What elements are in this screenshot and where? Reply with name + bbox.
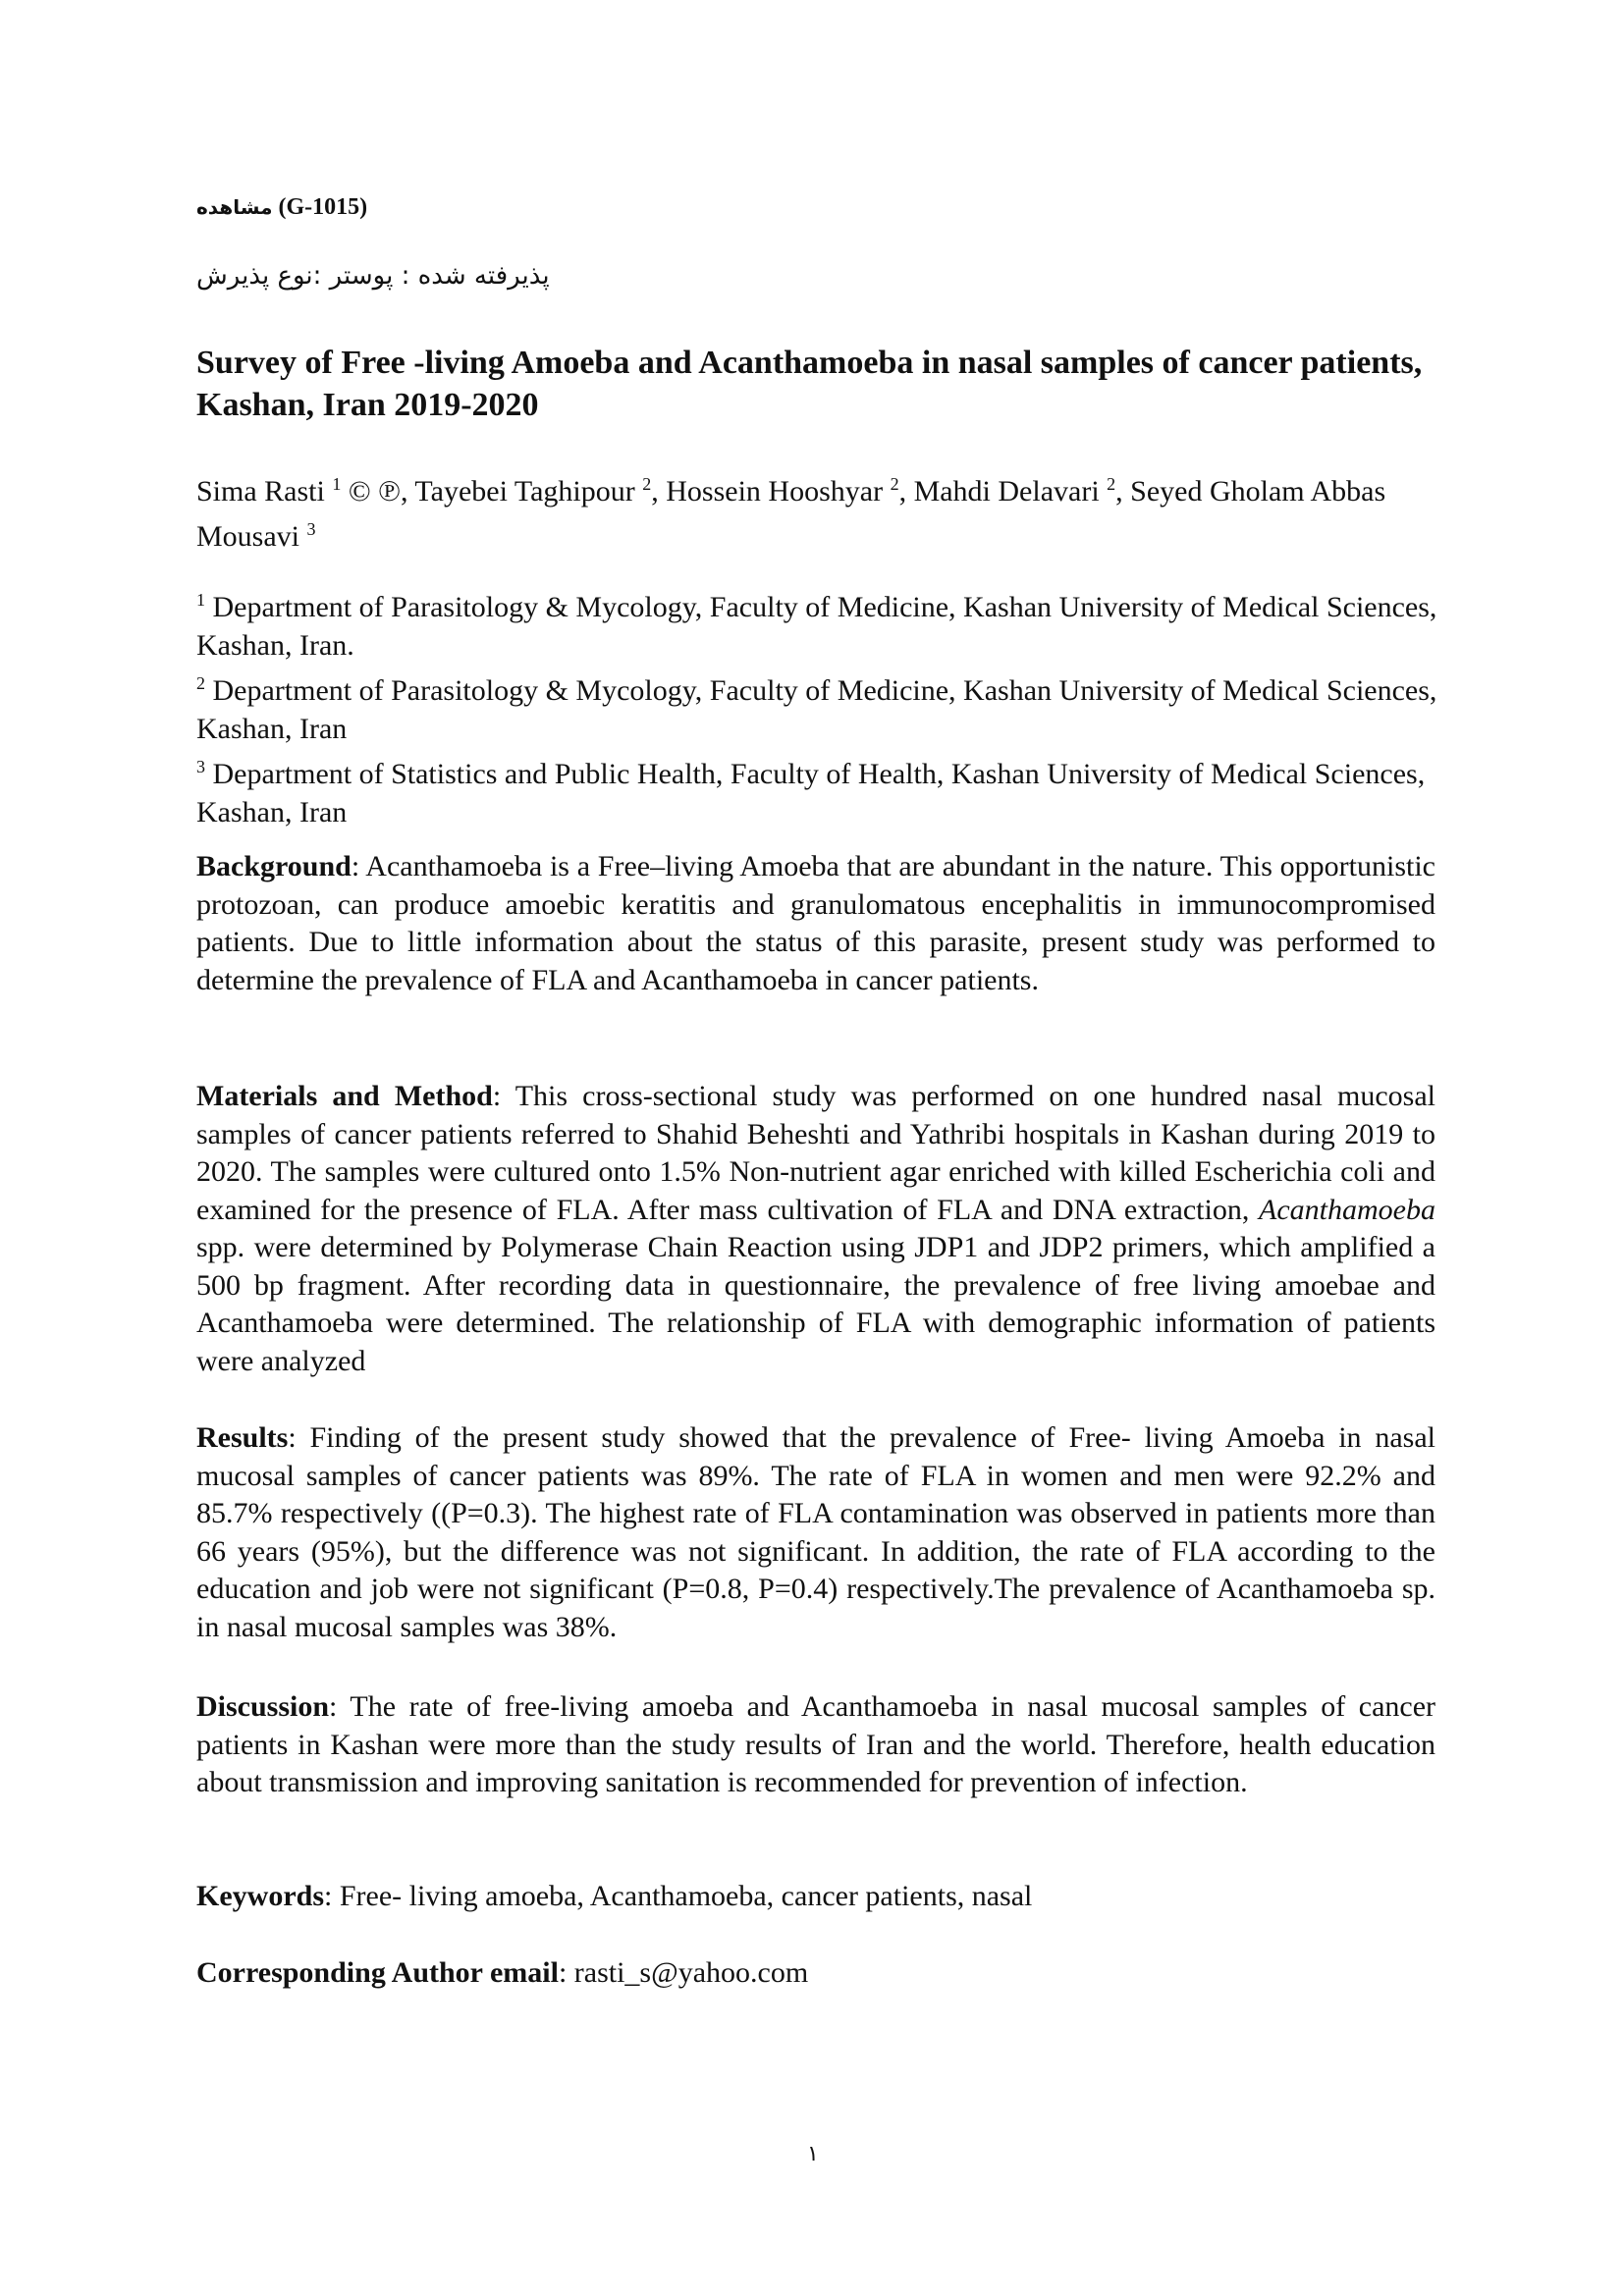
background-text: Acanthamoeba is a Free–living Amoeba that are abundant in the nature. This opportunistic protozoan, can produce amoebic keratitis and granulomatous encephalitis in immunocompromised patients. Due to little information about the status of this parasite, present study was performed to determine the prevalence of FLA and Acanthamoeba in cancer patients.: [196, 850, 1435, 996]
keywords-text: Free- living amoeba, Acanthamoeba, cancer patients, nasal: [339, 1880, 1033, 1912]
author-name: Sima Rasti: [196, 475, 325, 507]
affiliation: [196, 665, 1453, 748]
page-number: ۱: [807, 2142, 819, 2166]
author-name: Seyed Gholam Abbas Mousavi: [196, 475, 1386, 553]
acceptance-type: پذیرفته شده : پوستر :نوع پذیرش: [196, 261, 550, 291]
discussion-section: Discussion: The rate of free-living amoeba and Acanthamoeba in nasal mucosal samples of cancer patients in Kashan were more than the study results of Iran and the world. Therefore, health education about transmission and improving sanitation is recommended for prevention of infection.: [196, 1690, 1436, 1798]
keywords-section: Keywords: Free- living amoeba, Acanthamoeba, cancer patients, nasal: [196, 1880, 1033, 1912]
corresponding-author-section: Corresponding Author email: rasti_s@yahoo.com: [196, 1956, 809, 1989]
background-heading: Background: [196, 850, 352, 882]
discussion-text: The rate of free-living amoeba and Acanthamoeba in nasal mucosal samples of cancer patients in Kashan were more than the study results of Iran and the world. Therefore, health education about transmission and improving sanitation is recommended for prevention of infection.: [196, 1690, 1436, 1798]
affiliation-text: Department of Parasitology & Mycology, Faculty of Medicine, Kashan University of Medical Sciences, Kashan, Iran.: [196, 591, 1437, 662]
affiliation-number: 3: [196, 757, 205, 776]
code-persian-label: مشاهده: [196, 195, 273, 219]
affiliation: [196, 581, 1453, 665]
affiliation-number: 2: [196, 673, 205, 693]
affiliation-text: Department of Statistics and Public Health, Faculty of Health, Kashan University of Medical Sciences, Kashan, Iran: [196, 758, 1426, 828]
methods-italic-term: Acanthamoeba: [1259, 1193, 1435, 1226]
corresponding-email[interactable]: rasti_s@yahoo.com: [573, 1956, 809, 1989]
abstract-code: [196, 194, 367, 221]
author-affiliation-mark: 3: [306, 519, 316, 539]
background-section: Background: Acanthamoeba is a Free–living Amoeba that are abundant in the nature. This opportunistic protozoan, can produce amoebic keratitis and granulomatous encephalitis in immunocompromised patients. Due to little information about the status of this parasite, present study was performed to determine the prevalence of FLA and Acanthamoeba in cancer patients.: [196, 850, 1435, 996]
results-section: Results: Finding of the present study showed that the prevalence of Free- living Amoeba in nasal mucosal samples of cancer patients was 89%. The rate of FLA in women and men were 92.2% and 85.7% respectively ((P=0.3). The highest rate of FLA contamination was observed in patients more than 66 years (95%), but the difference was not significant. In addition, the rate of FLA according to the education and job were not significant (P=0.8, P=0.4) respectively.The prevalence of Acanthamoeba sp. in nasal mucosal samples was 38%.: [196, 1421, 1435, 1643]
paper-title: Survey of Free -living Amoeba and Acanthamoeba in nasal samples of cancer patients, Kashan, Iran 2019-2020: [196, 345, 1423, 423]
results-text: Finding of the present study showed that the prevalence of Free- living Amoeba in nasal mucosal samples of cancer patients was 89%. The rate of FLA in women and men were 92.2% and 85.7% respectively ((P=0.3). The highest rate of FLA contamination was observed in patients more than 66 years (95%), but the difference was not significant. In addition, the rate of FLA according to the education and job were not significant (P=0.8, P=0.4) respectively.The prevalence of Acanthamoeba sp. in nasal mucosal samples was 38%.: [196, 1421, 1435, 1643]
keywords-heading: Keywords: [196, 1880, 324, 1912]
author-affiliation-mark: 2: [890, 474, 899, 494]
affiliation-text: Department of Parasitology & Mycology, Faculty of Medicine, Kashan University of Medical Sciences, Kashan, Iran: [196, 674, 1437, 745]
author-name: Tayebei Taghipour: [414, 475, 635, 507]
author-name: Hossein Hooshyar: [666, 475, 884, 507]
methods-text: This cross-sectional study was performed on one hundred nasal mucosal samples of cancer patients referred to Shahid Beheshti and Yathribi hospitals in Kashan during 2019 to 2020. The samples were cultured onto 1.5% Non-nutrient agar enriched with killed Escherichia coli and examined for the presence of FLA. After mass cultivation of FLA and DNA extraction,: [196, 1080, 1435, 1226]
discussion-heading: Discussion: [196, 1690, 330, 1723]
results-heading: Results: [196, 1421, 289, 1454]
code-id: (G-1015): [278, 194, 368, 220]
author-affiliation-mark: 2: [642, 474, 652, 494]
methods-section: Materials and Method: This cross-sectional study was performed on one hundred nasal mucosal samples of cancer patients referred to Shahid Beheshti and Yathribi hospitals in Kashan during 2019 to 2020. The samples were cultured onto 1.5% Non-nutrient agar enriched with killed Escherichia coli and examined for the presence of FLA. After mass cultivation of FLA and DNA extraction, Acanthamoeba spp. were determined by Polymerase Chain Reaction using JDP1 and JDP2 primers, which amplified a 500 bp fragment. After recording data in questionnaire, the prevalence of free living amoebae and Acanthamoeba were determined. The relationship of FLA with demographic information of patients were analyzed: [196, 1080, 1435, 1377]
methods-heading: Materials and Method: [196, 1080, 493, 1112]
author-list: Sima Rasti $^1$ © ℗, Tayebei Taghipour $^2$, Hossein Hooshyar $^2$, Mahdi Delavari $^2$, Seyed Gholam Abbas Mousavi $^3$: [196, 474, 1386, 553]
author-name: Mahdi Delavari: [913, 475, 1100, 507]
author-marks: © ℗: [341, 475, 401, 507]
affiliation: [196, 748, 1453, 831]
corresponding-heading: Corresponding Author email: [196, 1956, 559, 1989]
author-affiliation-mark: 2: [1107, 474, 1116, 494]
affiliation-number: 1: [196, 590, 205, 610]
affiliation-list: [196, 581, 1453, 831]
author-affiliation-mark: 1: [332, 474, 342, 494]
methods-text-continued: spp. were determined by Polymerase Chain Reaction using JDP1 and JDP2 primers, which amplified a 500 bp fragment. After recording data in questionnaire, the prevalence of free living amoebae and Acanthamoeba were determined. The relationship of FLA with demographic information of patients were analyzed: [196, 1231, 1435, 1377]
